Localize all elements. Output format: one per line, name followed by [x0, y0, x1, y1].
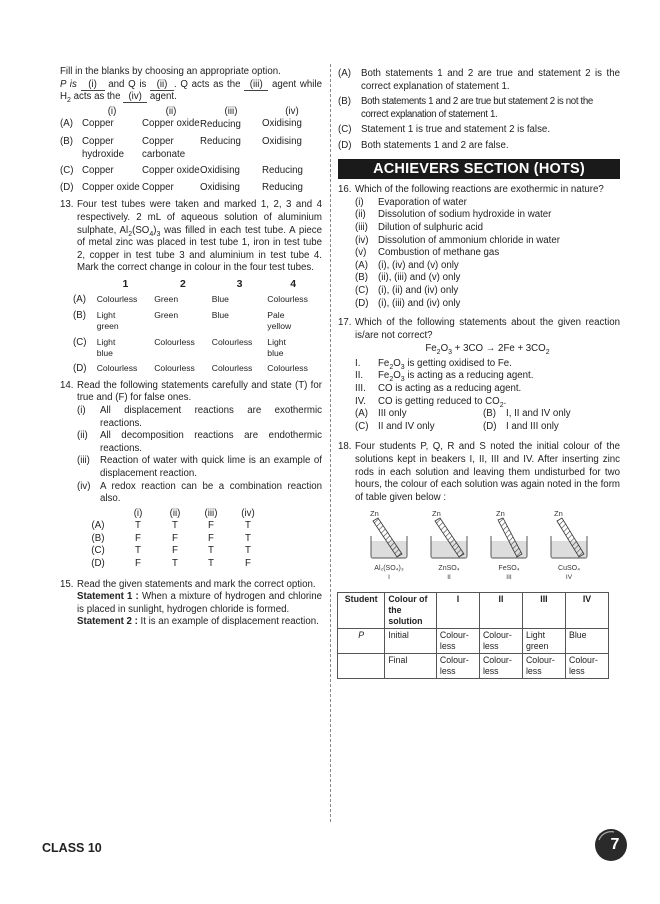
cell: Oxidising	[200, 165, 240, 177]
option-text: (ii), (iii) and (v) only	[378, 272, 461, 284]
solution-label: Al₂(SO₄)₃	[374, 565, 404, 573]
option-label: (A)	[60, 118, 73, 130]
column-header: IV	[565, 593, 608, 629]
cell: Oxidising	[262, 118, 302, 130]
q12-option-b[interactable]	[60, 132, 322, 161]
cell: Light green	[96, 309, 119, 332]
q17-options-row	[355, 408, 620, 421]
col-head: (ii)	[165, 105, 177, 117]
table-cell: Initial	[385, 629, 437, 654]
item-number: (iv)	[355, 234, 369, 246]
option-label: (C)	[355, 420, 369, 432]
cell: Copper oxide	[142, 118, 200, 130]
option-label: (A)	[91, 520, 105, 532]
item-number: (iii)	[355, 221, 368, 233]
q12-text: agent while H	[60, 78, 322, 103]
cell: Colourless	[96, 363, 138, 374]
option-label: (C)	[338, 124, 352, 136]
item-text: Fe	[378, 370, 390, 382]
table-cell: Final	[385, 654, 437, 679]
cell: Reducing	[200, 119, 241, 131]
subscript: 2	[389, 363, 394, 371]
q16-option-b[interactable]	[355, 272, 620, 285]
subscript: 2	[436, 349, 441, 357]
option-label: (C)	[91, 545, 105, 557]
table-cell	[338, 654, 385, 679]
q14-text: Read the following statements carefully and state (T) for true and (F) for false ones.	[77, 379, 322, 404]
q12-option-a[interactable]	[60, 118, 322, 132]
statement-item	[77, 405, 322, 430]
cell: Colourless	[267, 363, 308, 374]
solution-label: CuSO₄	[558, 565, 580, 573]
q16-option-c[interactable]	[355, 285, 620, 298]
beaker-number: II	[447, 574, 451, 582]
table-cell: Light green	[522, 629, 565, 654]
item-text: is acting as a reducing agent.	[404, 370, 534, 382]
cell: F	[172, 545, 178, 557]
cell: F	[245, 558, 251, 570]
option-label: (C)	[60, 165, 74, 177]
q15-option-a[interactable]	[338, 68, 620, 93]
cell: T	[245, 532, 251, 544]
cell: Copper hydroxide	[82, 135, 125, 160]
column-header: III	[522, 593, 565, 629]
item-number: (i)	[355, 196, 364, 208]
statement-2	[77, 616, 322, 629]
question-13	[60, 199, 322, 374]
cell: T	[135, 520, 141, 532]
option-text: III only	[378, 408, 407, 420]
blank-i: (i)	[81, 79, 105, 91]
table-cell: Colour-less	[479, 629, 522, 654]
statement-item	[77, 455, 322, 480]
option-label: (D)	[60, 181, 74, 193]
item-number: IV.	[355, 395, 366, 407]
cell: Colourless	[211, 363, 253, 374]
table-row	[338, 629, 609, 654]
solution-fill	[492, 541, 527, 558]
cell: Blue	[211, 294, 229, 305]
item-number: (ii)	[77, 430, 88, 442]
cell: Reducing	[200, 135, 241, 147]
option-text: (i), (ii) and (iv) only	[378, 284, 459, 296]
q18-colour-table	[337, 592, 609, 679]
q13-option-b[interactable]	[73, 306, 319, 333]
item-text: All decomposition reactions are endothermic reactions.	[100, 430, 322, 454]
q14-option-b[interactable]	[77, 533, 267, 546]
item-number: I.	[355, 357, 361, 369]
cell: Copper	[142, 181, 174, 193]
column-header: Student	[338, 593, 385, 629]
table-header-row	[338, 593, 609, 629]
q16-option-d[interactable]	[355, 298, 620, 311]
table-cell: Colour-less	[436, 629, 479, 654]
cell: F	[135, 532, 141, 544]
q17-text: Which of the following statements about the given reaction is/are not correct?	[355, 317, 620, 341]
q12-text: . Q acts as the	[174, 78, 241, 90]
q12-text: acts as the	[73, 91, 121, 103]
cell: Colourless	[96, 294, 138, 305]
col-head: (iv)	[285, 105, 299, 117]
item-text: A redox reaction can be a combination reaction also.	[100, 480, 322, 505]
statement-label: Statement 1 :	[77, 591, 139, 603]
q15-text: Read the given statements and mark the correct option.	[77, 578, 316, 590]
q14-options-table	[77, 508, 267, 571]
q14-option-c[interactable]	[77, 545, 267, 558]
q17-option-b[interactable]	[483, 408, 571, 421]
q14-option-a[interactable]	[77, 520, 267, 533]
subscript: 2	[128, 230, 133, 238]
option-label: (A)	[355, 259, 368, 271]
cell: Light blue	[96, 336, 116, 358]
q13-text-part: (SO	[132, 224, 150, 236]
cell: Green	[154, 309, 179, 320]
cell: T	[208, 558, 214, 570]
cell: T	[245, 520, 251, 532]
question-number: 18.	[338, 441, 352, 453]
cell: Oxidising	[262, 135, 302, 147]
q12-text: and Q is	[108, 78, 147, 90]
option-label: (B)	[338, 96, 351, 108]
statement-1	[77, 591, 322, 616]
rod-label: Zn	[432, 509, 441, 519]
cell: Copper carbonate	[142, 135, 186, 160]
cell: Colourless	[154, 363, 195, 374]
option-text: I and III only	[506, 420, 559, 432]
blank-iv: (iv)	[123, 91, 147, 103]
cell: F	[208, 532, 214, 544]
list-item	[355, 370, 620, 383]
subscript: 3	[400, 376, 405, 384]
q15-option-c[interactable]	[338, 124, 620, 137]
q14-option-d[interactable]	[77, 558, 267, 571]
q13-option-c[interactable]	[73, 333, 319, 360]
beaker-3	[491, 509, 527, 581]
cell: Colourless	[267, 294, 308, 305]
item-number: (i)	[77, 404, 86, 416]
class-label: CLASS 10	[42, 841, 102, 855]
table-cell: P	[338, 629, 385, 654]
cell: Copper oxide	[82, 181, 140, 193]
q13-text-part: Four test tubes were taken and marked 1, 2, 3 and 4 respectively. 2 mL of aqueous solution of aluminium sulphate, Al	[77, 199, 322, 236]
item-text: Dissolution of ammonium chloride in water	[378, 234, 560, 246]
option-label: (B)	[60, 135, 73, 147]
item-text: Evaporation of water	[378, 196, 467, 208]
q13-option-a[interactable]	[73, 290, 319, 305]
blank-iii: (iii)	[244, 79, 268, 91]
q15-option-b[interactable]	[338, 96, 620, 121]
table-cell: Colour-less	[522, 654, 565, 679]
q13-text-part: )	[153, 224, 157, 236]
q16-option-a[interactable]	[355, 260, 620, 273]
list-item	[355, 247, 620, 260]
q13-options-table	[73, 279, 319, 375]
col-head: (i)	[107, 105, 117, 117]
beaker-2	[431, 509, 467, 581]
option-label: (A)	[73, 294, 86, 306]
list-item	[355, 197, 620, 210]
left-column	[60, 66, 322, 629]
option-label: (B)	[483, 408, 496, 420]
eq-part: O	[440, 343, 449, 355]
option-label: (D)	[483, 420, 497, 432]
statement-item	[77, 481, 322, 506]
col-head: 4	[290, 277, 297, 290]
subscript: 3	[448, 349, 453, 357]
option-text: II and IV only	[378, 420, 435, 432]
item-text: CO is getting reduced to CO	[378, 395, 500, 407]
question-12	[60, 66, 322, 194]
q13-text-part: was filled in each test tube. A piece of metal zinc was placed in test tube 1, iron in test tube 2, copper in test tube 3 and aluminium in test tube 4. Mark the correct change in colour in the four test tubes.	[77, 224, 323, 274]
q12-intro: Fill in the blanks by choosing an appropriate option.	[60, 66, 281, 77]
statement-item	[77, 430, 322, 455]
option-text: I, II and IV only	[506, 408, 571, 420]
item-text: Dilution of sulphuric acid	[378, 221, 484, 233]
option-label: (D)	[91, 558, 105, 570]
q15-options	[338, 68, 620, 153]
cell: Colourless	[211, 336, 253, 347]
subscript: 3	[156, 230, 161, 238]
statement-text: When a mixture of hydrogen and chlorine is placed in sunlight, hydrogen chloride is formed.	[77, 591, 322, 615]
option-label: (C)	[355, 284, 369, 296]
table-row	[338, 654, 609, 679]
question-17	[338, 317, 620, 433]
subscript: 2	[545, 349, 550, 357]
q17-option-c[interactable]	[355, 421, 483, 434]
right-column	[338, 68, 620, 679]
beaker-number: I	[388, 574, 390, 582]
question-number: 15.	[60, 578, 74, 590]
q12-text: P is	[60, 78, 77, 90]
beaker-number: IV	[565, 574, 573, 582]
cell: Oxidising	[200, 181, 240, 193]
list-item	[355, 396, 620, 409]
item-number: (ii)	[355, 209, 366, 221]
col-head: (iv)	[241, 507, 255, 519]
beakers-diagram	[355, 508, 605, 590]
item-text: .	[503, 395, 507, 407]
q12-option-d[interactable]	[60, 178, 322, 195]
reaction-equation	[355, 343, 620, 356]
q12-text: agent.	[149, 91, 177, 103]
option-label: (D)	[355, 297, 369, 309]
option-label: (B)	[355, 272, 368, 284]
option-text: Both statements 1 and 2 are false.	[361, 139, 509, 151]
question-number: 17.	[338, 317, 352, 329]
item-text: O	[393, 357, 401, 369]
col-head: 2	[180, 277, 186, 290]
question-15	[60, 579, 322, 629]
q16-text: Which of the following reactions are exothermic in nature?	[355, 184, 604, 196]
blank-ii: (ii)	[150, 79, 174, 91]
q12-options-table	[60, 106, 322, 195]
list-item	[355, 358, 620, 371]
item-text: is getting oxidised to Fe.	[404, 357, 512, 369]
eq-part: + 3CO → 2Fe + 3CO	[452, 343, 546, 355]
option-text: Both statements 1 and 2 are true but statement 2 is not the correct explanation of statement 1.	[361, 96, 593, 120]
item-number: (iii)	[77, 455, 90, 467]
col-head: (i)	[133, 507, 143, 519]
question-16	[338, 184, 620, 310]
cell: Copper oxide	[142, 165, 200, 177]
table-cell: Colour-less	[479, 654, 522, 679]
column-header: Colour of the solution	[385, 593, 437, 629]
beaker-4	[551, 509, 587, 581]
option-text: (i), (iv) and (v) only	[378, 259, 459, 271]
cell: F	[208, 520, 214, 532]
option-label: (D)	[338, 139, 352, 151]
cell: T	[135, 545, 141, 557]
q12-option-c[interactable]	[60, 161, 322, 178]
option-label: (D)	[73, 363, 87, 375]
q17-option-a[interactable]	[355, 408, 483, 421]
rod-label: Zn	[496, 509, 505, 519]
column-separator	[330, 64, 331, 822]
col-head: 1	[122, 277, 129, 290]
cell: F	[135, 558, 141, 570]
q15-option-d[interactable]	[338, 140, 620, 153]
col-head: (iii)	[204, 507, 218, 519]
cell: F	[172, 532, 178, 544]
option-text: (i), (iii) and (iv) only	[378, 297, 461, 309]
item-number: (iv)	[77, 480, 91, 492]
rod-label: Zn	[370, 509, 379, 519]
item-number: II.	[355, 370, 364, 382]
beaker-1	[370, 509, 407, 581]
table-cell: Colour-less	[436, 654, 479, 679]
column-header: I	[436, 593, 479, 629]
col-head: 3	[236, 277, 243, 290]
option-label: (A)	[338, 68, 351, 79]
col-head: (ii)	[169, 507, 181, 519]
item-text: Combustion of methane gas	[378, 247, 500, 259]
list-item	[355, 222, 620, 235]
cell: Reducing	[262, 181, 303, 193]
item-text: Fe	[378, 357, 390, 369]
option-text: Both statements 1 and 2 are true and statement 2 is the correct explanation of statement 1.	[361, 68, 620, 92]
rod-label: Zn	[554, 509, 563, 519]
table-cell: Blue	[565, 629, 608, 654]
cell: T	[172, 520, 178, 532]
q17-options-row	[355, 421, 620, 434]
list-item	[355, 383, 620, 396]
statement-text: It is an example of displacement reaction.	[140, 616, 319, 628]
option-label: (B)	[73, 309, 86, 321]
q13-option-d[interactable]	[73, 359, 319, 374]
column-header: II	[479, 593, 522, 629]
section-heading: ACHIEVERS SECTION (HOTS)	[338, 159, 620, 180]
option-text: Statement 1 is true and statement 2 is false.	[361, 124, 551, 136]
item-text: CO is acting as a reducing agent.	[378, 383, 522, 395]
q13-text	[77, 199, 322, 275]
q12-blanks-line	[60, 79, 322, 104]
table-cell: Colour-less	[565, 654, 608, 679]
option-label: (B)	[91, 532, 105, 544]
col-head: (iii)	[224, 105, 238, 117]
cell: Blue	[211, 309, 229, 320]
solution-label: ZnSO₄	[438, 565, 460, 573]
subscript: 2	[67, 97, 71, 105]
option-label: (C)	[73, 336, 87, 348]
subscript: 4	[149, 230, 154, 238]
item-text: Reaction of water with quick lime is an example of displacement reaction.	[100, 455, 322, 479]
question-18	[338, 441, 620, 679]
cell: Pale yellow	[267, 309, 292, 332]
question-number: 16.	[338, 184, 352, 196]
cell: Copper	[82, 165, 114, 177]
item-text: Dissolution of sodium hydroxide in water	[378, 209, 552, 221]
item-number: (v)	[355, 247, 367, 259]
question-number: 14.	[60, 379, 74, 391]
cell: T	[208, 545, 214, 557]
item-text: All displacement reactions are exothermic reactions.	[100, 404, 322, 429]
cell: Colourless	[154, 336, 195, 347]
q17-option-d[interactable]	[483, 421, 559, 434]
cell: Green	[154, 294, 179, 305]
statement-label: Statement 2 :	[77, 616, 138, 628]
list-item	[355, 209, 620, 222]
subscript: 2	[389, 376, 394, 384]
cell: Reducing	[262, 165, 303, 177]
subscript: 2	[499, 401, 504, 409]
cell: T	[245, 545, 251, 557]
page-number: 7	[610, 836, 620, 853]
option-label: (A)	[355, 408, 368, 420]
eq-part: Fe	[425, 343, 437, 355]
question-number: 13.	[60, 199, 74, 211]
question-14	[60, 380, 322, 571]
beaker-number: III	[506, 574, 512, 582]
item-number: III.	[355, 383, 366, 395]
q18-text: Four students P, Q, R and S noted the initial colour of the solutions kept in beakers I, II, III and IV. After inserting zinc rods in each solution and leaving them undisturbed for two hours, the colour of each solution was again noted in the form of table given below :	[355, 441, 620, 503]
list-item	[355, 235, 620, 248]
subscript: 3	[400, 363, 405, 371]
item-text: O	[393, 370, 401, 382]
cell: Copper	[82, 118, 114, 130]
cell: T	[172, 558, 178, 570]
cell: Light blue	[267, 336, 286, 358]
solution-label: FeSO₄	[498, 565, 520, 573]
